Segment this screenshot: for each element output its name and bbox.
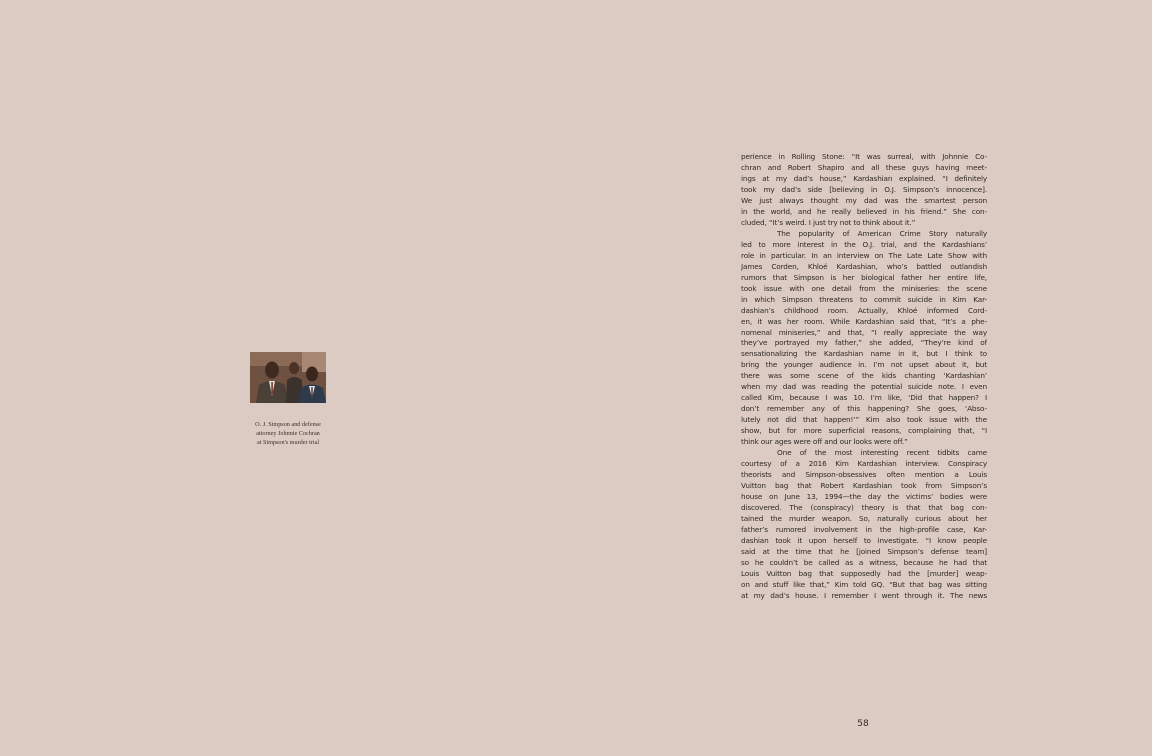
text-line: father’s rumored involvement in the high-profile case, Kar- — [741, 524, 987, 534]
article-column — [741, 152, 987, 602]
text-line: took my dad’s side [believing in O.J. Simpson’s innocence]. — [741, 184, 987, 194]
text-line: cluded, “It’s weird. I just try not to think about it.” — [741, 217, 916, 227]
text-line: en, it was her room. While Kardashian said that, “It’s a phe- — [741, 316, 987, 326]
text-line: dashian’s childhood room. Actually, Khloé informed Cord- — [741, 305, 987, 315]
text-line: Vuitton bag that Robert Kardashian took from Simpson’s — [741, 481, 987, 491]
paragraph-start-line: The popularity of American Crime Story naturally — [777, 228, 987, 238]
text-line: so he couldn’t be called as a witness, because he had that — [741, 557, 987, 567]
caption-line: attorney Johnnie Cochran — [256, 430, 320, 438]
text-line: chran and Robert Shapiro and all these guys having meet- — [741, 162, 987, 172]
text-line: took issue with one detail from the miniseries: the scene — [741, 283, 987, 293]
text-line: James Corden, Khloé Kardashian, who’s battled outlandish — [741, 261, 987, 271]
text-line: We just always thought my dad was the smartest person — [741, 195, 987, 205]
text-line: sensationalizing the Kardashian name in it, but I think to — [741, 349, 987, 359]
text-line: dashian took it upon herself to investigate. “I know people — [741, 535, 987, 545]
text-line: led to more interest in the O.J. trial, and the Kardashians’ — [741, 239, 987, 249]
text-line: role in particular. In an interview on The Late Late Show with — [741, 250, 987, 260]
text-line: lutely not did that happen!’” Kim also took issue with the — [741, 415, 987, 425]
text-line: bring the younger audience in. I’m not upset about it, but — [741, 360, 987, 370]
text-line: in the world, and he really believed in his friend.” She con- — [741, 206, 987, 216]
text-line: when my dad was reading the potential suicide note. I even — [741, 382, 987, 392]
text-line: said at the time that he [joined Simpson’s defense team] — [741, 546, 987, 556]
text-line: nomenal miniseries,” and that, “I really appreciate the way — [741, 327, 987, 337]
text-line: think our ages were off and our looks were off.” — [741, 437, 908, 447]
text-line: tained the murder weapon. So, naturally curious about her — [741, 513, 987, 523]
text-line: on and stuff like that,” Kim told GQ. “But that bag was sitting — [741, 579, 987, 589]
page-number: 58 — [857, 719, 869, 729]
text-line: discovered. The (conspiracy) theory is that that bag con- — [741, 503, 987, 512]
text-line: perience in Rolling Stone: “It was surreal, with Johnnie Co- — [741, 152, 987, 161]
text-line: Louis Vuitton bag that supposedly had the [murder] weap- — [741, 568, 987, 578]
caption-line: O. J. Simpson and defense — [255, 421, 321, 428]
text-line: courtesy of a 2016 Kim Kardashian interview. Conspiracy — [741, 459, 987, 469]
paragraph-start-line: One of the most interesting recent tidbits came — [777, 448, 987, 458]
caption-line: at Simpson's murder trial — [256, 439, 320, 447]
text-line: don’t remember any of this happening? She goes, ‘Abso- — [741, 404, 987, 414]
text-line: there was some scene of the kids chanting ‘Kardashian’ — [741, 371, 987, 381]
text-line: ings at my dad’s house,” Kardashian explained. “I definitely — [741, 173, 987, 183]
text-line: in which Simpson threatens to commit suicide in Kim Kar- — [741, 294, 987, 304]
text-line: called Kim, because I was 10. I’m like, ‘Did that happen? I — [741, 393, 987, 403]
text-line: show, but for more superficial reasons, complaining that, “I — [741, 426, 987, 436]
photo-courtroom-icon — [250, 352, 326, 403]
text-line: theorists and Simpson-obsessives often mention a Louis — [741, 470, 987, 480]
text-line: rumors that Simpson is her biological father her entire life, — [741, 272, 987, 282]
text-line: at my dad’s house. I remember I went through it. The news — [741, 590, 987, 600]
courtroom-photo — [250, 352, 326, 403]
text-line: they’ve portrayed my father,” she added, “They’re kind of — [741, 338, 987, 348]
text-line: house on June 13, 1994—the day the victims’ bodies were — [741, 492, 987, 502]
photo-caption — [240, 420, 336, 448]
